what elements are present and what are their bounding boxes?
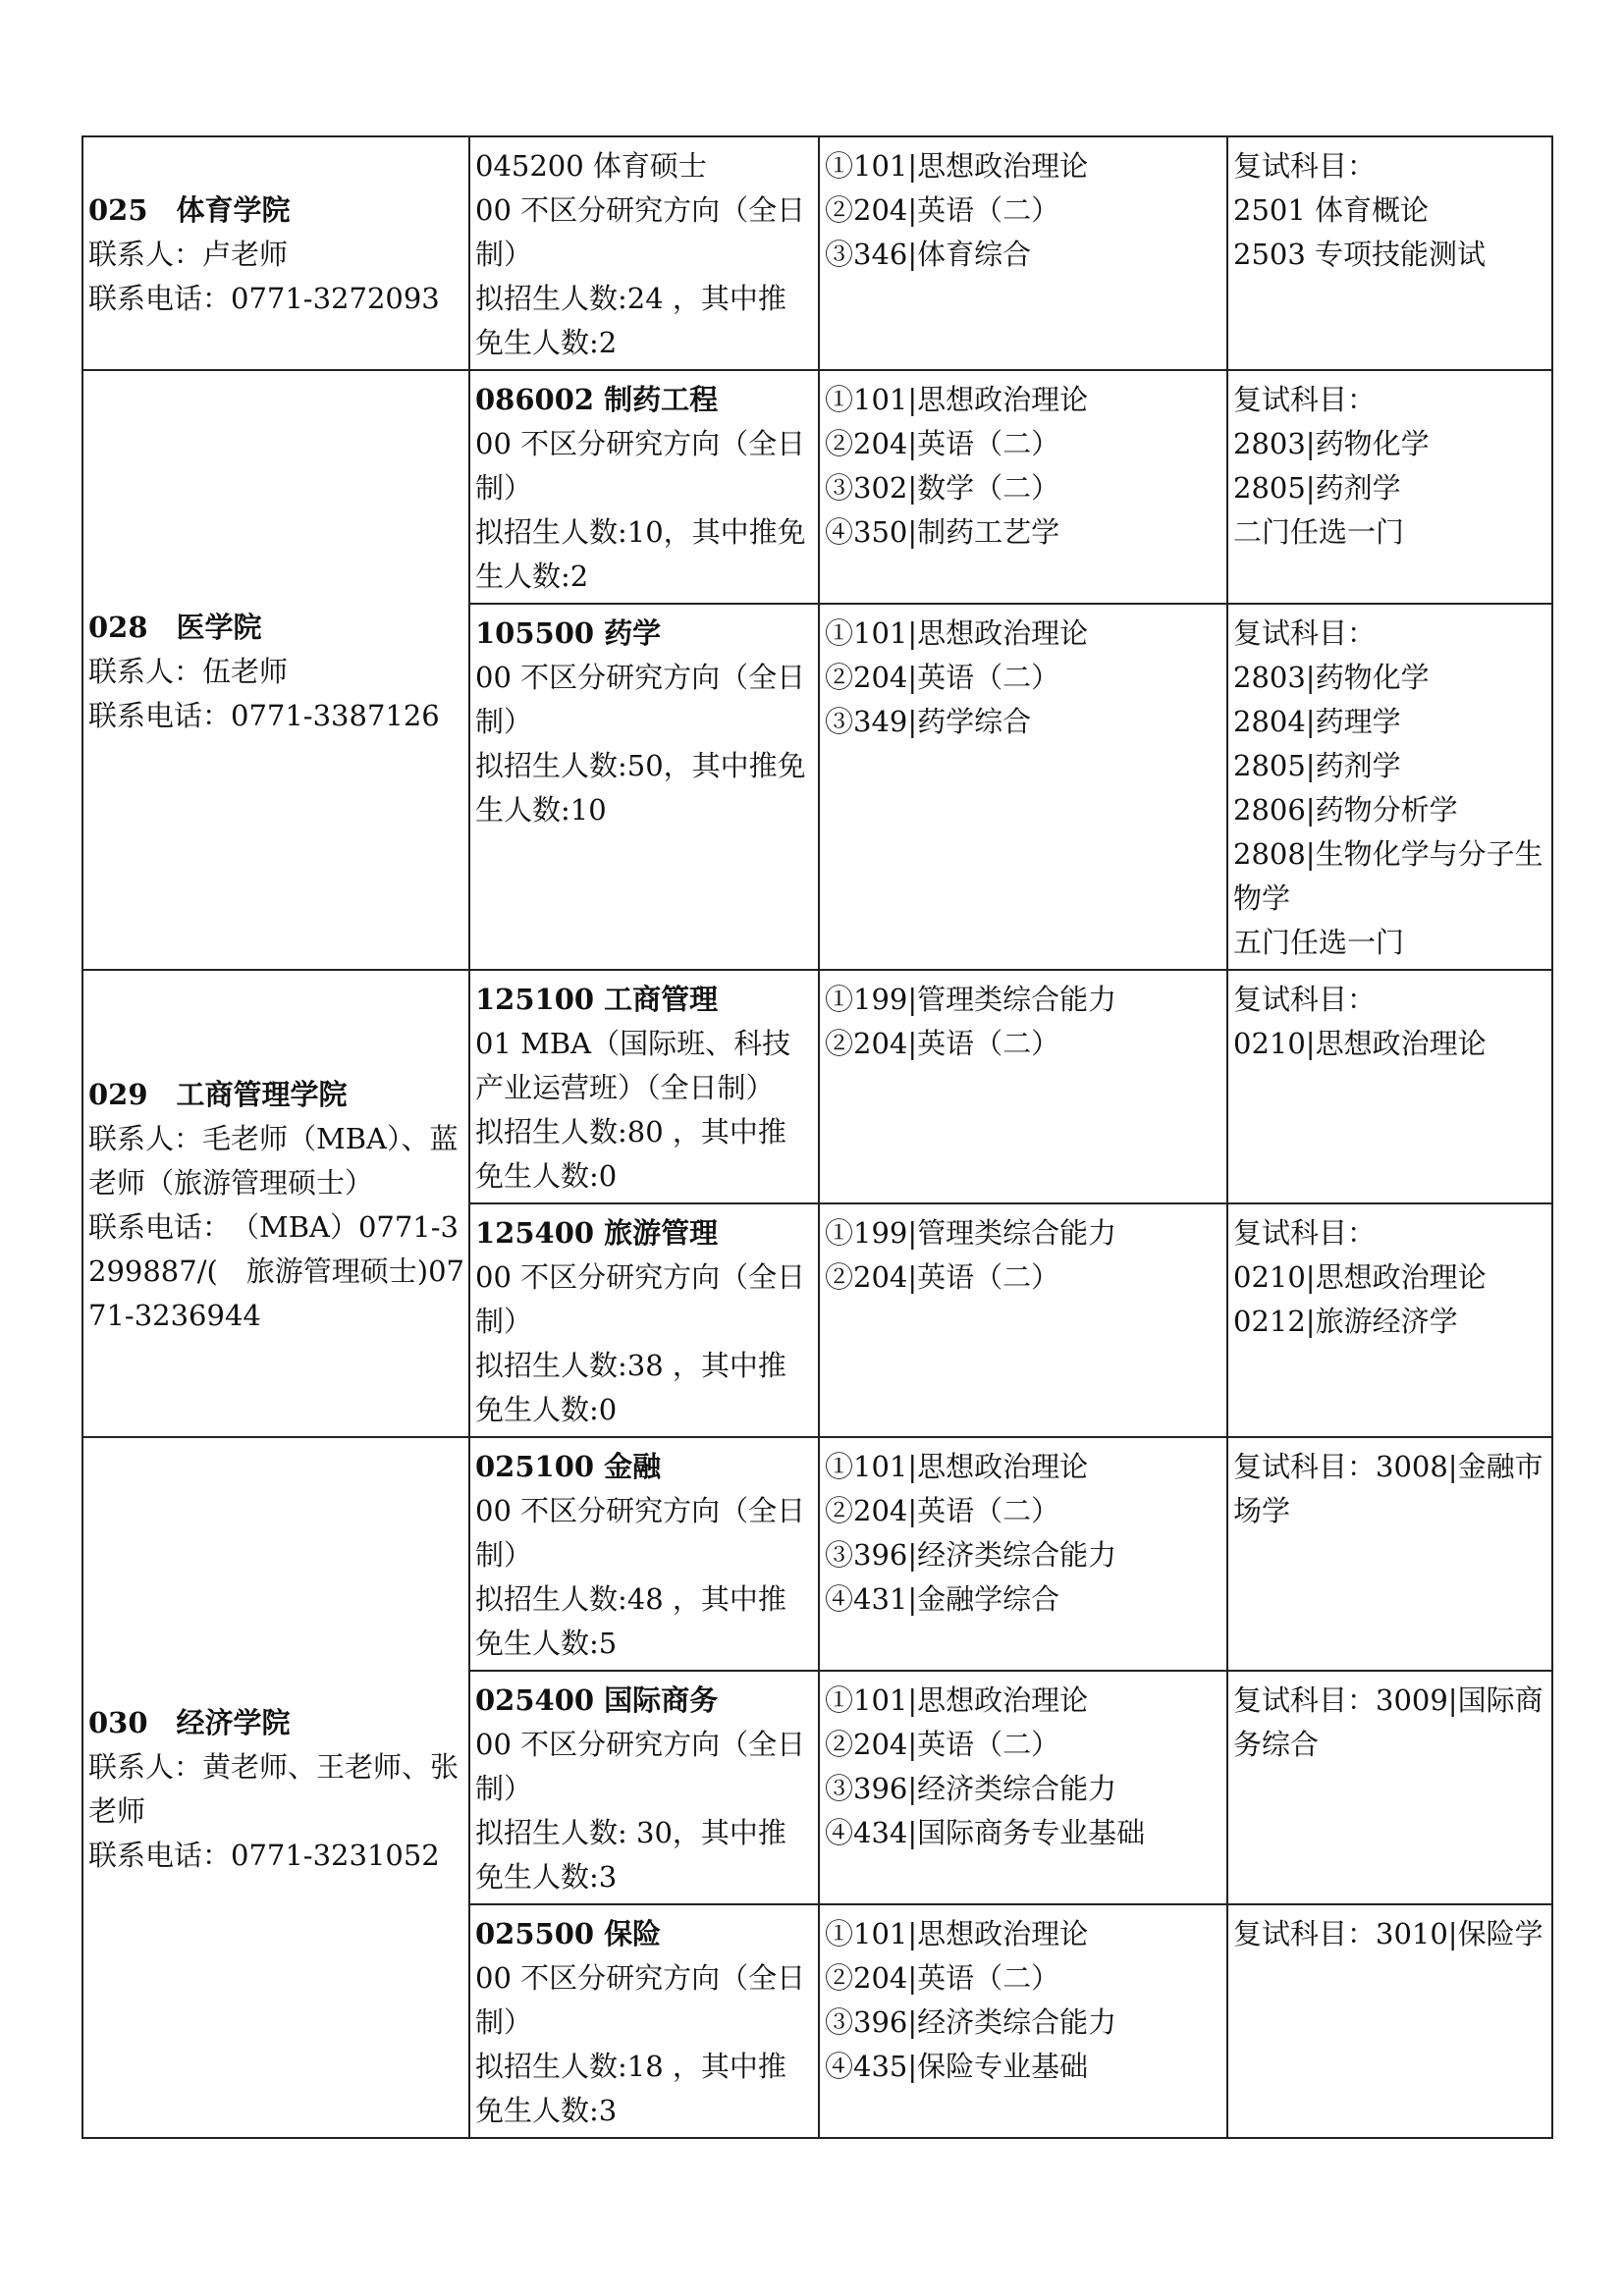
college-phone: 联系电话：0771-3231052 [88, 1838, 440, 1872]
exam-subject: ②204|英语（二） [825, 1260, 1060, 1294]
retest-subjects-cell [1227, 1904, 1552, 2138]
college-name: 030 经济学院 [88, 1705, 291, 1739]
exam-subject: ②204|英语（二） [825, 193, 1060, 227]
program-direction: 00 不区分研究方向（全日制） [475, 1728, 806, 1805]
table-row [82, 970, 1552, 1203]
exam-subjects-cell [819, 370, 1227, 604]
table-body [82, 136, 1552, 2138]
exam-subject: ②204|英语（二） [825, 1728, 1060, 1761]
program-direction: 00 不区分研究方向（全日制） [475, 427, 806, 505]
retest-subjects-cell [1227, 1437, 1552, 1671]
retest-subject: 2805|药剂学 [1233, 749, 1401, 782]
retest-subjects-cell [1227, 970, 1552, 1203]
exam-subjects-cell [819, 1904, 1227, 2138]
college-name: 025 体育学院 [88, 193, 291, 227]
exam-subject: ③349|药学综合 [825, 705, 1032, 738]
program-code: 105500 药学 [475, 616, 662, 650]
retest-subject: 0210|思想政治理论 [1233, 1260, 1487, 1294]
exam-subject: ④350|制药工艺学 [825, 515, 1060, 549]
exam-subject: ③396|经济类综合能力 [825, 1538, 1117, 1572]
program-quota: 拟招生人数:18 ，其中推免生人数:3 [475, 2050, 786, 2127]
program-code: 025500 保险 [475, 1917, 662, 1950]
program-cell [469, 1203, 819, 1437]
exam-subject: ②204|英语（二） [825, 1961, 1060, 1995]
retest-subject: 0210|思想政治理论 [1233, 1027, 1487, 1060]
program-quota: 拟招生人数:24 ，其中推免生人数:2 [475, 282, 786, 359]
retest-subjects-cell [1227, 370, 1552, 604]
retest-subject: 2803|药物化学 [1233, 427, 1430, 460]
retest-subject: 2803|药物化学 [1233, 661, 1430, 694]
program-code: 086002 制药工程 [475, 383, 719, 416]
retest-subject: 复试科目： [1233, 149, 1377, 183]
college-name: 029 工商管理学院 [88, 1077, 348, 1111]
retest-subjects-cell [1227, 1203, 1552, 1437]
college-cell [82, 370, 469, 970]
program-quota: 拟招生人数:50，其中推免生人数:10 [475, 749, 806, 827]
exam-subject: ③396|经济类综合能力 [825, 1772, 1117, 1805]
exam-subjects-cell [819, 970, 1227, 1203]
retest-subjects-cell [1227, 1671, 1552, 1904]
program-cell [469, 1437, 819, 1671]
exam-subject: ④435|保险专业基础 [825, 2050, 1089, 2083]
program-code: 125400 旅游管理 [475, 1216, 719, 1250]
retest-subjects-cell [1227, 136, 1552, 370]
exam-subjects-cell [819, 1671, 1227, 1904]
college-phone: 联系电话： （MBA）0771-3299887/( 旅游管理硕士)0771-3236944 [88, 1209, 465, 1332]
program-cell [469, 136, 819, 370]
retest-subject: 复试科目： [1233, 616, 1377, 650]
table-row [82, 1437, 1552, 1671]
program-direction: 01 MBA（国际班、科技产业运营班）（全日制） [475, 1027, 791, 1104]
program-direction: 00 不区分研究方向（全日制） [475, 193, 806, 271]
retest-subject: 五门任选一门 [1233, 926, 1405, 959]
exam-subject: ④434|国际商务专业基础 [825, 1816, 1146, 1849]
retest-subject: 复试科目： [1233, 383, 1377, 416]
college-cell [82, 136, 469, 370]
program-quota: 拟招生人数:80 ，其中推免生人数:0 [475, 1115, 786, 1193]
program-cell [469, 970, 819, 1203]
retest-subject: 复试科目： [1233, 1216, 1377, 1250]
program-quota: 拟招生人数:10，其中推免生人数:2 [475, 515, 806, 593]
program-code: 025400 国际商务 [475, 1683, 719, 1717]
program-quota: 拟招生人数:38 ，其中推免生人数:0 [475, 1349, 786, 1426]
retest-subject: 0212|旅游经济学 [1233, 1305, 1458, 1338]
program-code: 045200 体育硕士 [475, 149, 707, 183]
retest-subject: 复试科目：3010|保险学 [1233, 1917, 1543, 1950]
program-direction: 00 不区分研究方向（全日制） [475, 1260, 806, 1338]
college-contact: 联系人：卢老师 [88, 238, 289, 271]
exam-subject: ①101|思想政治理论 [825, 616, 1089, 650]
college-phone: 联系电话：0771-3387126 [88, 698, 440, 732]
exam-subject: ①101|思想政治理论 [825, 1683, 1089, 1717]
college-contact: 联系人：伍老师 [88, 654, 289, 688]
exam-subject: ②204|英语（二） [825, 1027, 1060, 1060]
program-cell [469, 370, 819, 604]
exam-subject: ①101|思想政治理论 [825, 1917, 1089, 1950]
retest-subject: 复试科目：3008|金融市场学 [1233, 1450, 1543, 1527]
exam-subject: ①101|思想政治理论 [825, 1450, 1089, 1483]
program-quota: 拟招生人数: 30，其中推免生人数:3 [475, 1816, 786, 1894]
college-contact: 联系人：黄老师、王老师、张老师 [88, 1749, 460, 1828]
retest-subject: 2503 专项技能测试 [1233, 238, 1487, 271]
exam-subjects-cell [819, 604, 1227, 970]
program-quota: 拟招生人数:48 ，其中推免生人数:5 [475, 1582, 786, 1660]
program-direction: 00 不区分研究方向（全日制） [475, 1961, 806, 2039]
retest-subject: 2805|药剂学 [1233, 471, 1401, 505]
exam-subject: ②204|英语（二） [825, 1494, 1060, 1527]
exam-subject: ①199|管理类综合能力 [825, 983, 1117, 1016]
program-cell [469, 604, 819, 970]
enrollment-table [81, 135, 1553, 2139]
exam-subjects-cell [819, 1437, 1227, 1671]
retest-subject: 2501 体育概论 [1233, 193, 1430, 227]
retest-subject: 2808|生物化学与分子生物学 [1233, 837, 1543, 915]
program-code: 125100 工商管理 [475, 983, 719, 1016]
program-direction: 00 不区分研究方向（全日制） [475, 1494, 806, 1572]
exam-subject: ①199|管理类综合能力 [825, 1216, 1117, 1250]
exam-subject: ①101|思想政治理论 [825, 383, 1089, 416]
exam-subject: ④431|金融学综合 [825, 1582, 1060, 1616]
exam-subjects-cell [819, 136, 1227, 370]
retest-subject: 复试科目：3009|国际商务综合 [1233, 1683, 1543, 1761]
program-cell [469, 1904, 819, 2138]
retest-subject: 2806|药物分析学 [1233, 793, 1458, 827]
table-row [82, 136, 1552, 370]
exam-subject: ③302|数学（二） [825, 471, 1060, 505]
program-cell [469, 1671, 819, 1904]
college-cell [82, 970, 469, 1437]
exam-subject: ②204|英语（二） [825, 661, 1060, 694]
retest-subject: 2804|药理学 [1233, 705, 1401, 738]
exam-subject: ①101|思想政治理论 [825, 149, 1089, 183]
retest-subject: 二门任选一门 [1233, 515, 1405, 549]
college-name: 028 医学院 [88, 610, 262, 644]
college-phone: 联系电话：0771-3272093 [88, 282, 440, 315]
retest-subject: 复试科目： [1233, 983, 1377, 1016]
program-direction: 00 不区分研究方向（全日制） [475, 661, 806, 738]
retest-subjects-cell [1227, 604, 1552, 970]
table-row [82, 370, 1552, 604]
exam-subject: ③396|经济类综合能力 [825, 2005, 1117, 2039]
exam-subjects-cell [819, 1203, 1227, 1437]
college-cell [82, 1437, 469, 2138]
exam-subject: ②204|英语（二） [825, 427, 1060, 460]
college-contact: 联系人：毛老师（MBA）、蓝老师（旅游管理硕士） [88, 1121, 459, 1200]
program-code: 025100 金融 [475, 1450, 662, 1483]
exam-subject: ③346|体育综合 [825, 238, 1032, 271]
